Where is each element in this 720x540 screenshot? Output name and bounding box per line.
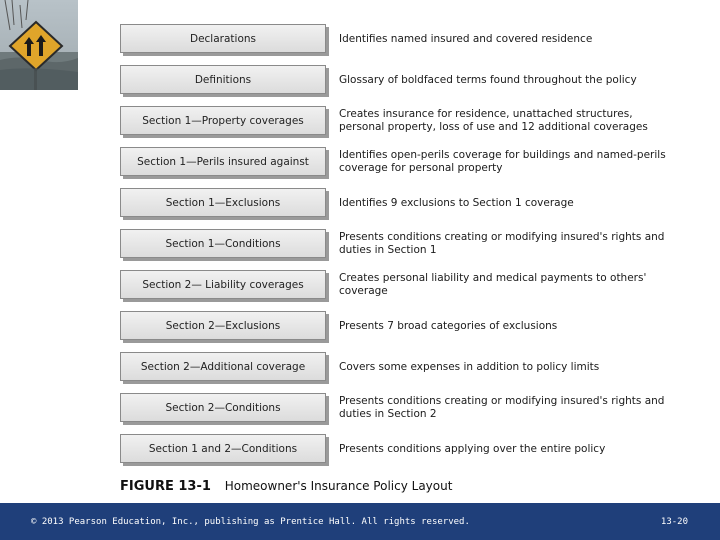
section-description: Identifies 9 exclusions to Section 1 coverage (339, 196, 574, 209)
figure-label: FIGURE 13-1 (120, 479, 211, 494)
section-description: Presents 7 broad categories of exclusions (339, 319, 558, 332)
section-description: Glossary of boldfaced terms found throughout the policy (339, 73, 637, 86)
table-row (120, 229, 680, 259)
table-row (120, 434, 680, 464)
flood-road-sign-photo (0, 0, 78, 90)
section-description: Presents conditions creating or modifying insured's rights and duties in Section 1 (339, 231, 665, 256)
section-box: Section 2—Additional coverage (120, 352, 326, 381)
section-description: Identifies open-perils coverage for buildings and named-perils coverage for personal property (339, 149, 666, 174)
table-row (120, 188, 680, 218)
section-box: Section 2— Liability coverages (120, 270, 326, 299)
section-box: Section 1—Property coverages (120, 106, 326, 135)
copyright-text: © 2013 Pearson Education, Inc., publishing as Prentice Hall. All rights reserved. (31, 517, 470, 527)
section-description: Presents conditions applying over the entire policy (339, 442, 606, 455)
table-row (120, 311, 680, 341)
footer-bar (0, 503, 720, 540)
table-row (120, 24, 680, 54)
section-box: Section 1—Perils insured against (120, 147, 326, 176)
section-box: Section 2—Conditions (120, 393, 326, 422)
table-row (120, 65, 680, 95)
figure-title: Homeowner's Insurance Policy Layout (224, 479, 453, 493)
section-box: Section 1—Exclusions (120, 188, 326, 217)
table-row (120, 106, 680, 136)
table-row (120, 352, 680, 382)
table-row (120, 393, 680, 423)
section-box: Section 2—Exclusions (120, 311, 326, 340)
table-row (120, 147, 680, 177)
section-description: Creates insurance for residence, unattached structures, personal property, loss of use and 12 additional coverages (339, 108, 648, 133)
section-description: Creates personal liability and medical payments to others' coverage (339, 272, 647, 297)
section-box: Definitions (120, 65, 326, 94)
section-box: Section 1—Conditions (120, 229, 326, 258)
section-box: Declarations (120, 24, 326, 53)
section-description: Presents conditions creating or modifying insured's rights and duties in Section 2 (339, 395, 665, 420)
page-number: 13-20 (660, 517, 688, 527)
section-box: Section 1 and 2—Conditions (120, 434, 326, 463)
section-description: Identifies named insured and covered residence (339, 32, 593, 45)
section-description: Covers some expenses in addition to policy limits (339, 360, 600, 373)
figure-caption (120, 479, 452, 494)
table-row (120, 270, 680, 300)
